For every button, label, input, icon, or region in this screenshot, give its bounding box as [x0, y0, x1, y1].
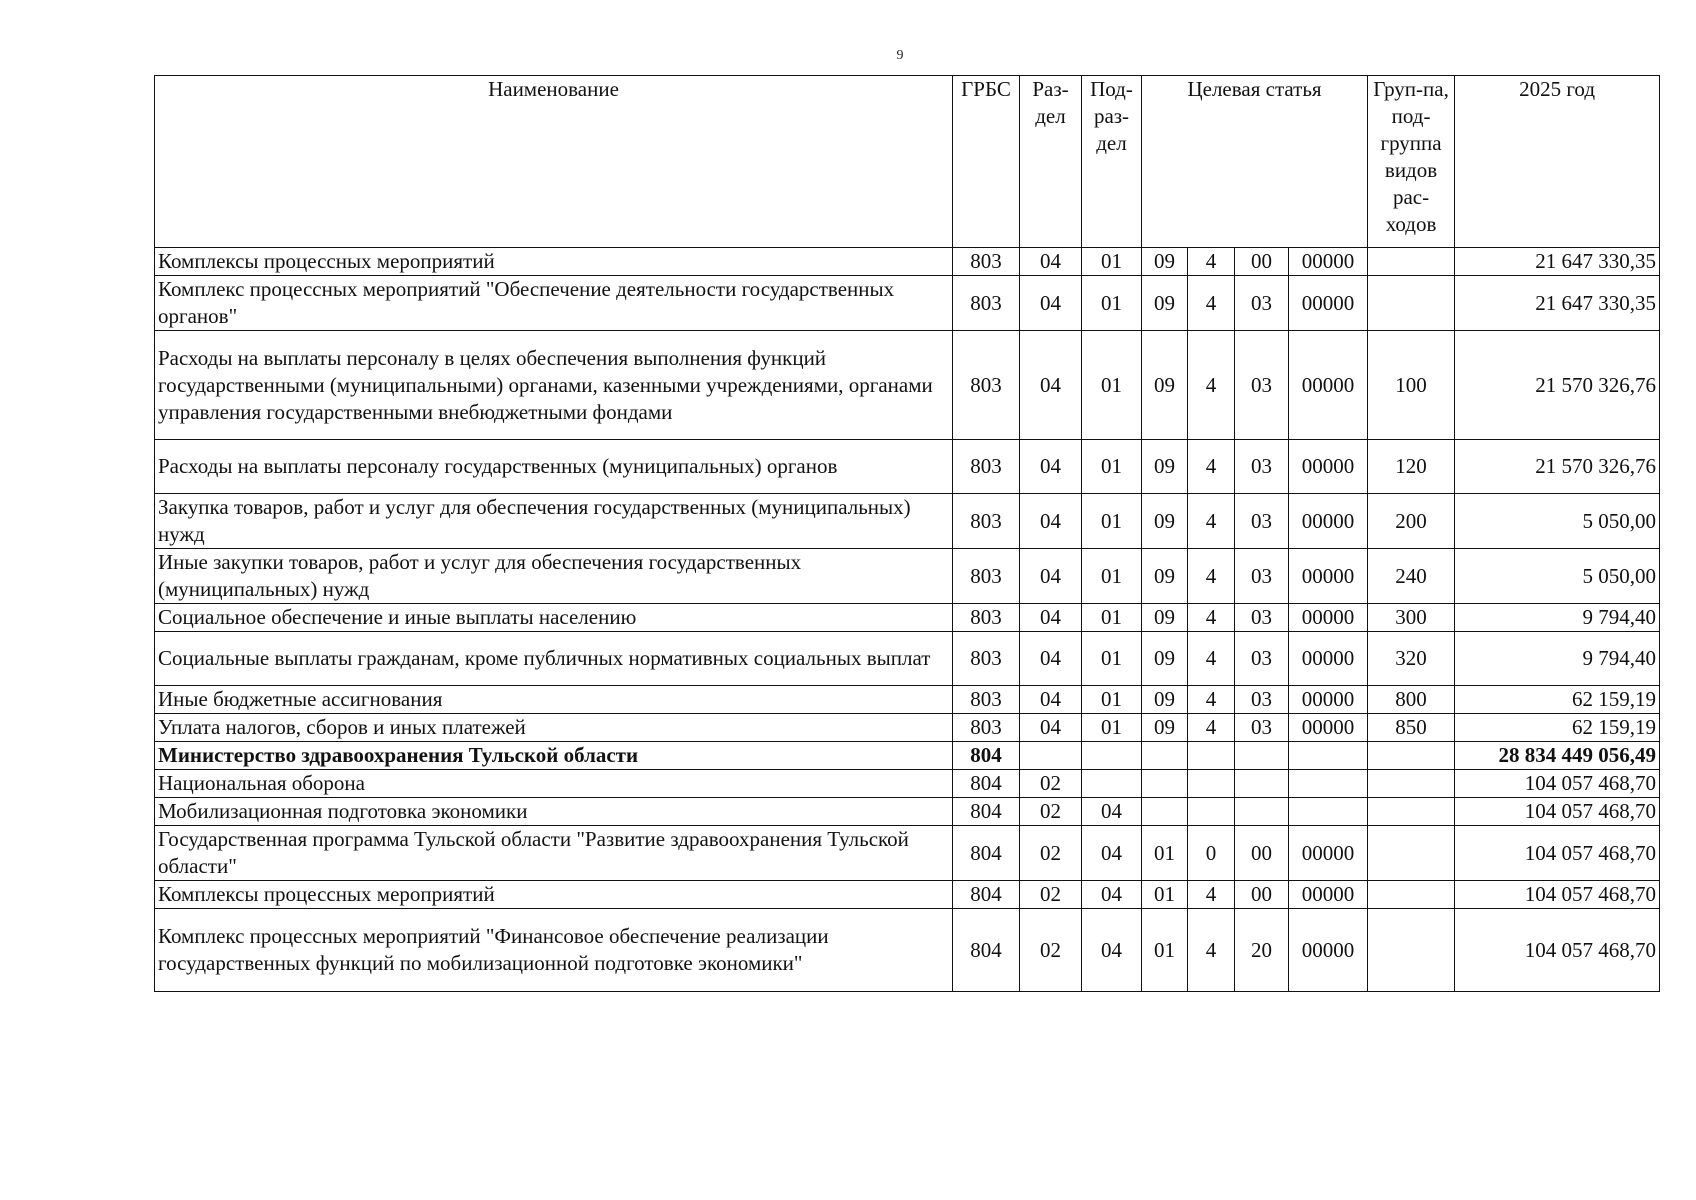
row-cs-subprogram: 00 [1235, 881, 1289, 909]
row-name: Расходы на выплаты персоналу государственных (муниципальных) органов [155, 440, 953, 494]
row-name: Закупка товаров, работ и услуг для обеспечения государственных (муниципальных) нужд [155, 494, 953, 549]
row-podrazdel: 04 [1082, 798, 1142, 826]
table-row [155, 826, 1660, 881]
row-cs-type: 4 [1188, 604, 1235, 632]
row-razdel: 02 [1020, 798, 1082, 826]
row-cs-direction: 00000 [1289, 826, 1368, 881]
row-cs-program: 09 [1142, 714, 1188, 742]
row-cs-program [1142, 742, 1188, 770]
row-cs-subprogram: 03 [1235, 276, 1289, 331]
row-amount: 21 647 330,35 [1455, 248, 1660, 276]
row-vid-rashodov: 320 [1368, 632, 1455, 686]
page-number: 9 [896, 48, 904, 63]
row-name: Комплекс процессных мероприятий "Обеспечение деятельности государственных органов" [155, 276, 953, 331]
row-name: Комплекс процессных мероприятий "Финансовое обеспечение реализации государственных функций по мобилизационной подготовке экономики" [155, 909, 953, 992]
row-grbs: 804 [953, 909, 1020, 992]
row-name: Уплата налогов, сборов и иных платежей [155, 714, 953, 742]
row-cs-type [1188, 770, 1235, 798]
row-cs-type: 4 [1188, 632, 1235, 686]
header-gruppa-vidov-rashodov: Груп-па, под-группа видов рас-ходов [1368, 76, 1455, 248]
row-cs-subprogram [1235, 798, 1289, 826]
row-podrazdel: 01 [1082, 440, 1142, 494]
row-vid-rashodov: 200 [1368, 494, 1455, 549]
row-podrazdel: 04 [1082, 909, 1142, 992]
row-cs-type: 4 [1188, 440, 1235, 494]
row-cs-direction: 00000 [1289, 248, 1368, 276]
table-row [155, 604, 1660, 632]
row-cs-program: 09 [1142, 248, 1188, 276]
row-grbs: 803 [953, 604, 1020, 632]
table-header-row [155, 76, 1660, 248]
row-cs-program: 09 [1142, 686, 1188, 714]
table-row [155, 798, 1660, 826]
table-row [155, 632, 1660, 686]
row-podrazdel: 01 [1082, 714, 1142, 742]
row-grbs: 803 [953, 686, 1020, 714]
row-cs-subprogram: 00 [1235, 248, 1289, 276]
row-cs-direction [1289, 770, 1368, 798]
table-row [155, 276, 1660, 331]
row-cs-direction: 00000 [1289, 604, 1368, 632]
row-razdel: 02 [1020, 909, 1082, 992]
row-razdel: 04 [1020, 440, 1082, 494]
row-vid-rashodov: 120 [1368, 440, 1455, 494]
row-amount: 104 057 468,70 [1455, 770, 1660, 798]
row-cs-type [1188, 742, 1235, 770]
table-row [155, 549, 1660, 604]
row-vid-rashodov [1368, 276, 1455, 331]
row-cs-program: 01 [1142, 881, 1188, 909]
row-vid-rashodov [1368, 826, 1455, 881]
table-row [155, 686, 1660, 714]
row-name: Мобилизационная подготовка экономики [155, 798, 953, 826]
row-cs-direction: 00000 [1289, 440, 1368, 494]
row-podrazdel: 04 [1082, 881, 1142, 909]
row-podrazdel: 01 [1082, 632, 1142, 686]
row-razdel: 04 [1020, 331, 1082, 440]
row-cs-direction: 00000 [1289, 686, 1368, 714]
row-name: Расходы на выплаты персоналу в целях обеспечения выполнения функций государственными (муниципальными) органами, казенными учреждениями, органами управления государственными внебюджетными фондами [155, 331, 953, 440]
row-cs-type: 4 [1188, 881, 1235, 909]
row-podrazdel: 01 [1082, 686, 1142, 714]
header-year: 2025 год [1455, 76, 1660, 248]
row-grbs: 803 [953, 494, 1020, 549]
row-razdel: 04 [1020, 248, 1082, 276]
row-podrazdel: 01 [1082, 276, 1142, 331]
row-amount: 104 057 468,70 [1455, 798, 1660, 826]
row-podrazdel [1082, 770, 1142, 798]
row-amount: 62 159,19 [1455, 714, 1660, 742]
table-row [155, 248, 1660, 276]
row-cs-direction [1289, 742, 1368, 770]
row-cs-type: 4 [1188, 276, 1235, 331]
row-cs-direction: 00000 [1289, 632, 1368, 686]
row-razdel: 02 [1020, 881, 1082, 909]
row-cs-program: 01 [1142, 826, 1188, 881]
row-razdel: 04 [1020, 686, 1082, 714]
row-vid-rashodov [1368, 798, 1455, 826]
row-amount: 9 794,40 [1455, 604, 1660, 632]
row-vid-rashodov [1368, 881, 1455, 909]
row-cs-subprogram: 03 [1235, 604, 1289, 632]
row-amount: 9 794,40 [1455, 632, 1660, 686]
row-cs-type: 4 [1188, 714, 1235, 742]
row-grbs: 803 [953, 276, 1020, 331]
row-grbs: 804 [953, 770, 1020, 798]
row-grbs: 803 [953, 549, 1020, 604]
row-cs-program: 09 [1142, 331, 1188, 440]
row-cs-direction: 00000 [1289, 881, 1368, 909]
row-podrazdel: 01 [1082, 248, 1142, 276]
row-cs-program: 09 [1142, 604, 1188, 632]
row-cs-subprogram [1235, 770, 1289, 798]
table-row [155, 770, 1660, 798]
row-grbs: 804 [953, 881, 1020, 909]
row-cs-type: 4 [1188, 909, 1235, 992]
table-row [155, 881, 1660, 909]
row-cs-subprogram: 03 [1235, 686, 1289, 714]
row-amount: 21 570 326,76 [1455, 440, 1660, 494]
row-cs-direction: 00000 [1289, 331, 1368, 440]
row-grbs: 803 [953, 331, 1020, 440]
row-amount: 5 050,00 [1455, 549, 1660, 604]
row-podrazdel [1082, 742, 1142, 770]
row-name: Иные бюджетные ассигнования [155, 686, 953, 714]
row-cs-subprogram: 03 [1235, 440, 1289, 494]
row-razdel: 04 [1020, 549, 1082, 604]
row-razdel: 04 [1020, 632, 1082, 686]
header-razdel: Раз-дел [1020, 76, 1082, 248]
table-row [155, 331, 1660, 440]
row-podrazdel: 01 [1082, 331, 1142, 440]
table-row [155, 909, 1660, 992]
row-amount: 28 834 449 056,49 [1455, 742, 1660, 770]
row-razdel: 04 [1020, 494, 1082, 549]
row-cs-type: 4 [1188, 331, 1235, 440]
row-podrazdel: 01 [1082, 549, 1142, 604]
row-podrazdel: 04 [1082, 826, 1142, 881]
row-grbs: 803 [953, 248, 1020, 276]
table-row [155, 440, 1660, 494]
row-razdel: 04 [1020, 714, 1082, 742]
table-body [155, 248, 1660, 992]
row-grbs: 804 [953, 798, 1020, 826]
row-grbs: 804 [953, 742, 1020, 770]
row-cs-program: 09 [1142, 494, 1188, 549]
row-amount: 62 159,19 [1455, 686, 1660, 714]
row-vid-rashodov: 300 [1368, 604, 1455, 632]
budget-table [154, 75, 1660, 992]
row-cs-direction: 00000 [1289, 276, 1368, 331]
row-grbs: 803 [953, 714, 1020, 742]
row-cs-type: 4 [1188, 549, 1235, 604]
row-cs-program: 09 [1142, 632, 1188, 686]
row-cs-subprogram: 03 [1235, 632, 1289, 686]
row-cs-program [1142, 770, 1188, 798]
table-row [155, 494, 1660, 549]
row-cs-direction [1289, 798, 1368, 826]
row-cs-subprogram [1235, 742, 1289, 770]
row-cs-type: 4 [1188, 248, 1235, 276]
row-amount: 104 057 468,70 [1455, 909, 1660, 992]
row-cs-subprogram: 03 [1235, 331, 1289, 440]
row-podrazdel: 01 [1082, 494, 1142, 549]
row-cs-type [1188, 798, 1235, 826]
row-podrazdel: 01 [1082, 604, 1142, 632]
row-cs-program: 09 [1142, 440, 1188, 494]
row-name: Иные закупки товаров, работ и услуг для обеспечения государственных (муниципальных) нужд [155, 549, 953, 604]
row-vid-rashodov [1368, 770, 1455, 798]
row-name: Государственная программа Тульской области "Развитие здравоохранения Тульской области" [155, 826, 953, 881]
row-name: Национальная оборона [155, 770, 953, 798]
header-grbs: ГРБС [953, 76, 1020, 248]
row-razdel: 04 [1020, 604, 1082, 632]
row-amount: 21 570 326,76 [1455, 331, 1660, 440]
table-row [155, 714, 1660, 742]
row-name: Социальные выплаты гражданам, кроме публичных нормативных социальных выплат [155, 632, 953, 686]
row-name: Комплексы процессных мероприятий [155, 248, 953, 276]
row-name: Комплексы процессных мероприятий [155, 881, 953, 909]
row-razdel [1020, 742, 1082, 770]
row-cs-program: 09 [1142, 549, 1188, 604]
row-razdel: 02 [1020, 826, 1082, 881]
row-name: Министерство здравоохранения Тульской области [155, 742, 953, 770]
row-amount: 21 647 330,35 [1455, 276, 1660, 331]
row-grbs: 803 [953, 632, 1020, 686]
row-cs-subprogram: 03 [1235, 549, 1289, 604]
row-name: Социальное обеспечение и иные выплаты населению [155, 604, 953, 632]
row-vid-rashodov [1368, 742, 1455, 770]
row-vid-rashodov: 800 [1368, 686, 1455, 714]
row-cs-direction: 00000 [1289, 494, 1368, 549]
row-cs-type: 0 [1188, 826, 1235, 881]
row-cs-subprogram: 03 [1235, 714, 1289, 742]
row-cs-direction: 00000 [1289, 549, 1368, 604]
row-vid-rashodov: 850 [1368, 714, 1455, 742]
row-cs-direction: 00000 [1289, 909, 1368, 992]
row-cs-subprogram: 00 [1235, 826, 1289, 881]
header-name: Наименование [155, 76, 953, 248]
row-cs-program: 01 [1142, 909, 1188, 992]
row-vid-rashodov [1368, 248, 1455, 276]
table-row [155, 742, 1660, 770]
row-cs-program: 09 [1142, 276, 1188, 331]
row-vid-rashodov: 240 [1368, 549, 1455, 604]
row-cs-direction: 00000 [1289, 714, 1368, 742]
row-amount: 104 057 468,70 [1455, 881, 1660, 909]
row-cs-subprogram: 03 [1235, 494, 1289, 549]
header-celevaya-statya: Целевая статья [1142, 76, 1368, 248]
row-cs-type: 4 [1188, 494, 1235, 549]
row-cs-subprogram: 20 [1235, 909, 1289, 992]
row-razdel: 04 [1020, 276, 1082, 331]
row-razdel: 02 [1020, 770, 1082, 798]
row-vid-rashodov: 100 [1368, 331, 1455, 440]
row-grbs: 803 [953, 440, 1020, 494]
header-podrazdel: Под-раз-дел [1082, 76, 1142, 248]
row-amount: 104 057 468,70 [1455, 826, 1660, 881]
row-amount: 5 050,00 [1455, 494, 1660, 549]
row-cs-type: 4 [1188, 686, 1235, 714]
row-cs-program [1142, 798, 1188, 826]
row-vid-rashodov [1368, 909, 1455, 992]
row-grbs: 804 [953, 826, 1020, 881]
